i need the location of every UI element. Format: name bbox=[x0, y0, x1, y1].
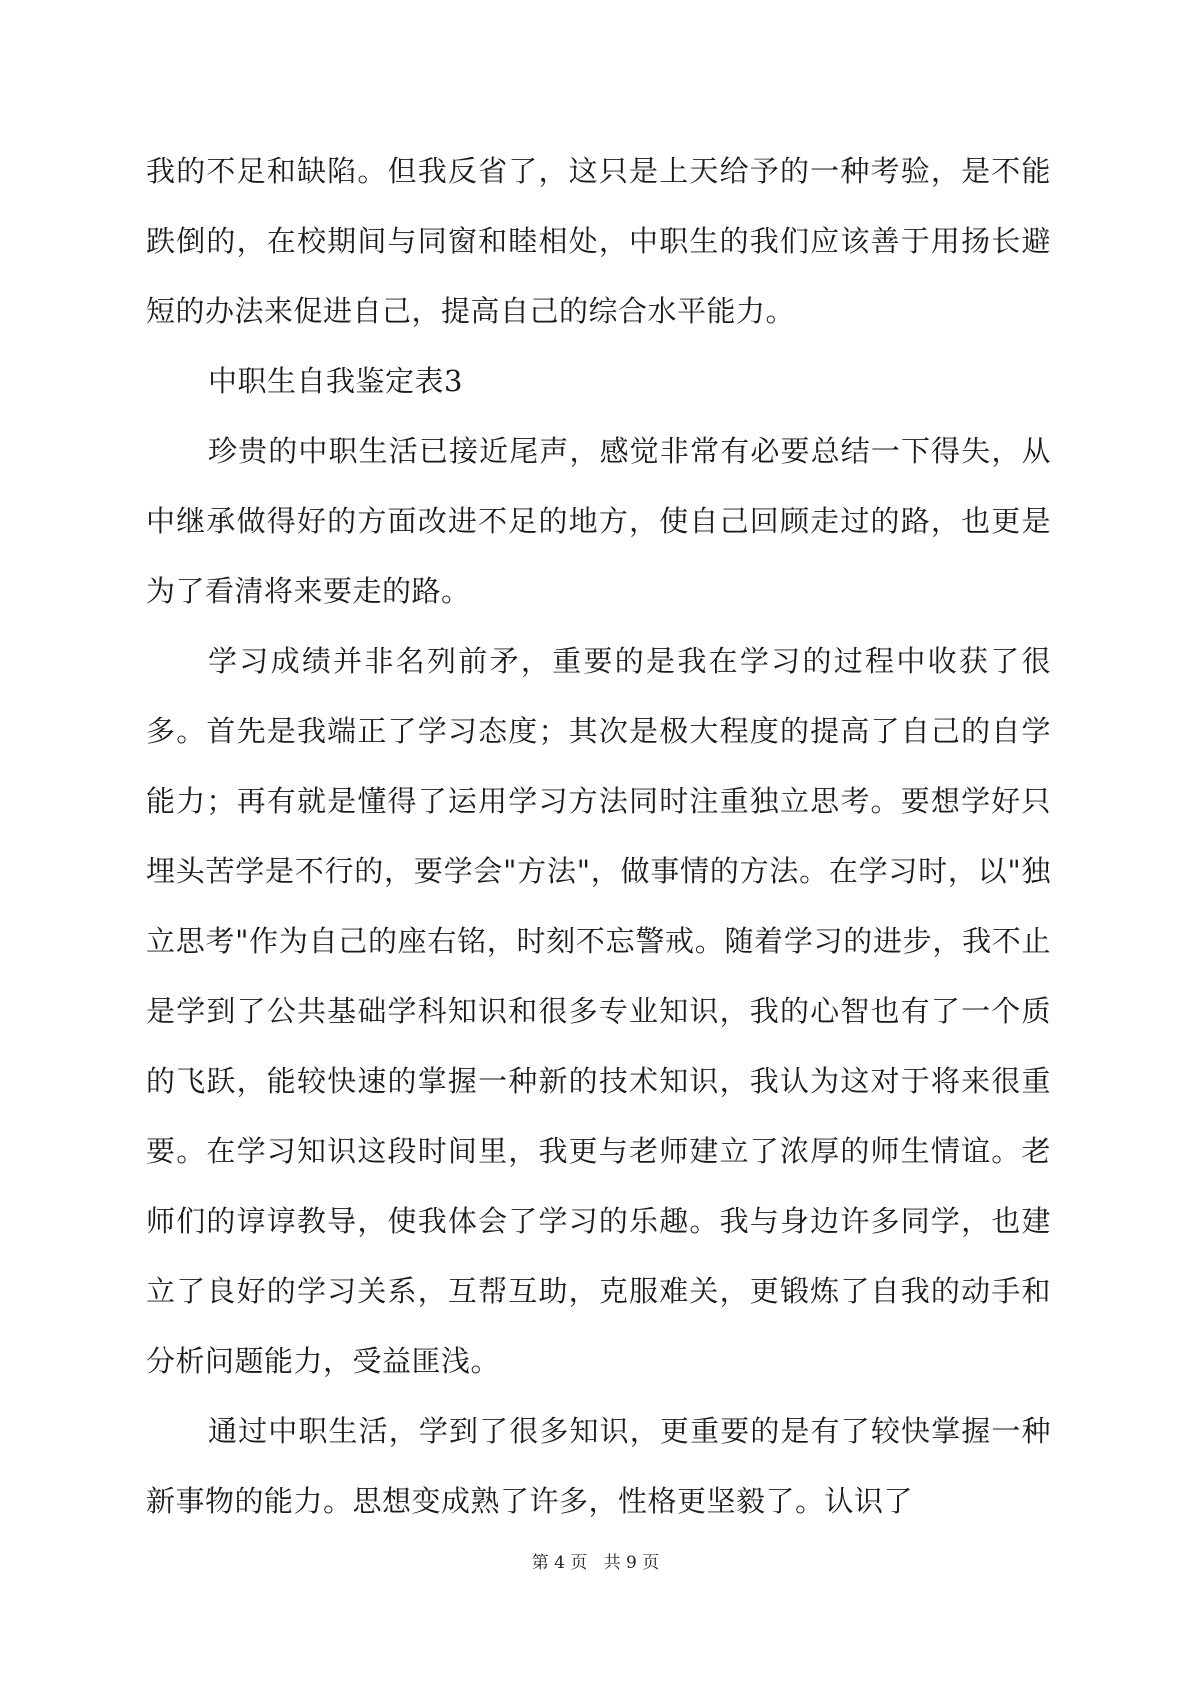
paragraph-intro: 珍贵的中职生活已接近尾声，感觉非常有必要总结一下得失，从中继承做得好的方面改进不足的地方，使自己回顾走过的路，也更是为了看清将来要走的路。 bbox=[146, 434, 1051, 608]
paragraph-continuation: 我的不足和缺陷。但我反省了，这只是上天给予的一种考验，是不能跌倒的，在校期间与同窗和睦相处，中职生的我们应该善于用扬长避短的办法来促进自己，提高自己的综合水平能力。 bbox=[146, 154, 1051, 328]
document-body bbox=[146, 136, 1051, 1536]
section-heading: 中职生自我鉴定表3 bbox=[208, 364, 463, 398]
paragraph-study: 学习成绩并非名列前矛，重要的是我在学习的过程中收获了很多。首先是我端正了学习态度；其次是极大程度的提高了自己的自学能力；再有就是懂得了运用学习方法同时注重独立思考。要想学好只埋头苦学是不行的，要学会"方法"，做事情的方法。在学习时，以"独立思考"作为自己的座右铭，时刻不忘警戒。随着学习的进步，我不止是学到了公共基础学科知识和很多专业知识，我的心智也有了一个质的飞跃，能较快速的掌握一种新的技术知识，我认为这对于将来很重要。在学习知识这段时间里，我更与老师建立了浓厚的师生情谊。老师们的谆谆教导，使我体会了学习的乐趣。我与身边许多同学，也建立了良好的学习关系，互帮互助，克服难关，更锻炼了自我的动手和分析问题能力，受益匪浅。 bbox=[146, 644, 1051, 1378]
paragraph-summary: 通过中职生活，学到了很多知识，更重要的是有了较快掌握一种新事物的能力。思想变成熟了许多，性格更坚毅了。认识了 bbox=[146, 1414, 1051, 1518]
page-number-footer: 第 4 页 共 9 页 bbox=[531, 1553, 660, 1573]
